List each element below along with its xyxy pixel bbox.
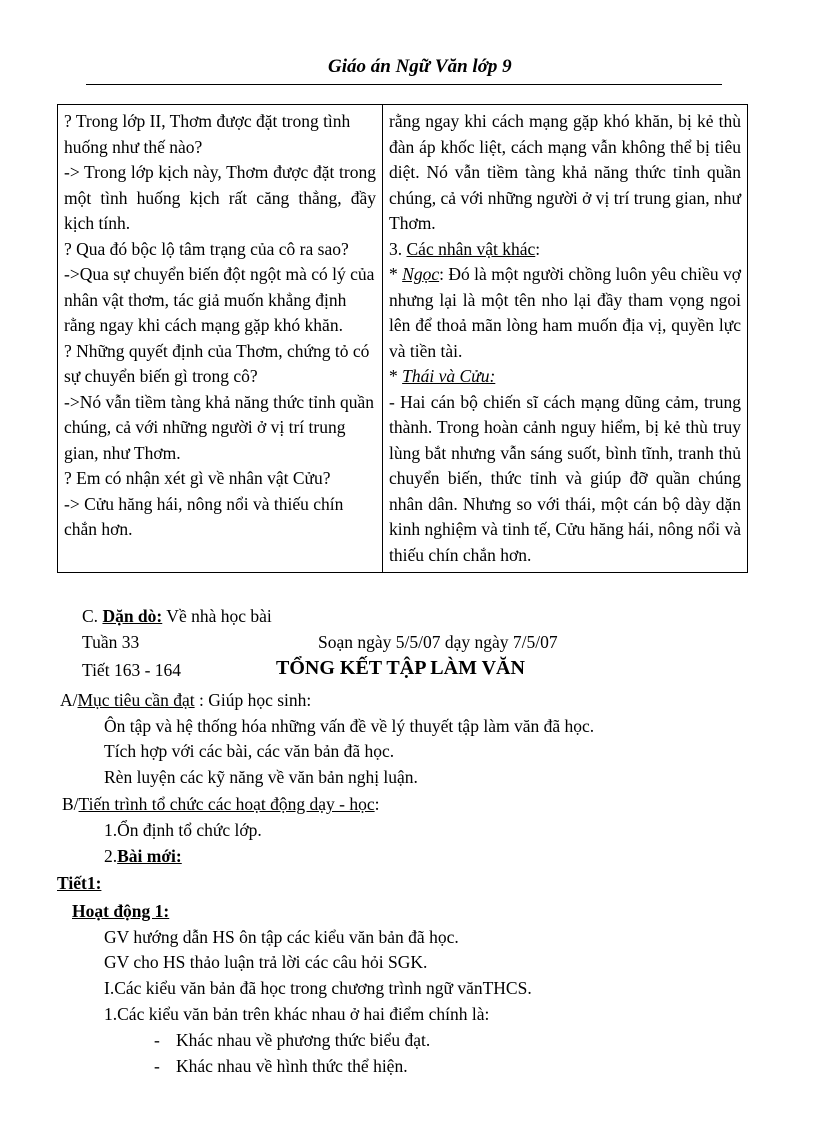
thai-paragraph: - Hai cán bộ chiến sĩ cách mạng dũng cảm, trung thành. Trong hoàn cảnh nguy hiểm, bị kẻ thù truy lùng bắt nhưng vẫn sáng suốt, bình tĩnh, tranh thủ chuyển biến, thức tỉnh và giúp đỡ quần chúng nhân dân. Nhưng so với thái, một cán bộ dày dặn kinh nghiệm và tinh tế, Cửu hăng hái, nông nổi và thiếu chín chắn hơn. xyxy=(389,391,741,565)
section-c-text: Về nhà học bài xyxy=(162,606,272,626)
lesson-title: TỔNG KẾT TẬP LÀM VĂN xyxy=(276,657,525,679)
section-a-label: Mục tiêu cần đạt xyxy=(77,690,195,710)
section-b-colon: : xyxy=(374,794,380,814)
bullet-text-1: Khác nhau về phương thức biểu đạt. xyxy=(176,1030,431,1050)
thai-heading xyxy=(389,364,741,390)
step-2-number: 2. xyxy=(104,846,118,866)
question-4: ? Em có nhận xét gì về nhân vật Cửu? xyxy=(64,468,331,488)
objective-3: Rèn luyện các kỹ năng về văn bản nghị luận. xyxy=(104,767,418,787)
thai-star: * xyxy=(389,366,403,386)
step-2-label: Bài mới: xyxy=(117,846,182,866)
ngoc-star: * xyxy=(389,264,403,284)
teacher-step-2: GV cho HS thảo luận trả lời các câu hỏi SGK. xyxy=(104,952,428,972)
section-a-prefix: A/ xyxy=(60,690,78,710)
bullet-item-1 xyxy=(154,1030,430,1051)
page-header: Giáo án Ngữ Văn lớp 9 xyxy=(328,56,512,77)
question-2: ? Qua đó bộc lộ tâm trạng của cô ra sao? xyxy=(64,238,349,259)
lesson-dates: Soạn ngày 5/5/07 dạy ngày 7/5/07 xyxy=(318,632,558,652)
ngoc-text: : Đó là một người chồng luôn yêu chiều vợ nhưng lại là một tên nho lại đầy tham vọng ngoi lên để thoả mãn lòng ham muốn địa vị, quyền lực và tiền tài. xyxy=(389,264,741,361)
ngoc-paragraph xyxy=(389,262,741,364)
bullet-dash-2: - xyxy=(154,1056,160,1076)
answer-3: ->Nó vẫn tiềm tàng khả năng thức tỉnh quần chúng, cả với những người ở vị trí trung gian, như Thơm. xyxy=(64,391,374,463)
section-b-label: Tiến trình tổ chức các hoạt động dạy - học xyxy=(78,794,375,814)
tiet-1-heading: Tiết1: xyxy=(57,873,102,893)
question-1: ? Trong lớp II, Thơm được đặt trong tình huống như thế nào? xyxy=(64,111,351,157)
header-rule xyxy=(86,84,722,85)
roman-section-1: I.Các kiểu văn bản đã học trong chương trình ngữ vănTHCS. xyxy=(104,978,532,998)
answer-4: -> Cửu hăng hái, nông nổi và thiếu chín chắn hơn. xyxy=(64,493,344,539)
section-c-prefix: C. xyxy=(82,606,103,626)
week-label: Tuần 33 xyxy=(82,632,140,652)
teacher-step-1: GV hướng dẫn HS ôn tập các kiểu văn bản đã học. xyxy=(104,927,459,947)
answer-1: -> Trong lớp kịch này, Thơm được đặt trong một tình huống kịch rất căng thẳng, đầy kịch tính. xyxy=(64,162,376,233)
section-a-text: : Giúp học sinh: xyxy=(194,690,312,710)
section-b-prefix: B/ xyxy=(62,794,79,814)
section-3-heading xyxy=(389,237,741,263)
section-c xyxy=(82,606,272,627)
step-2 xyxy=(104,846,182,867)
bullet-item-2 xyxy=(154,1056,408,1077)
section-b-heading xyxy=(62,794,379,815)
section-a-heading xyxy=(60,690,311,711)
answers-column xyxy=(383,105,748,573)
answer-2: ->Qua sự chuyển biến đột ngột mà có lý của nhân vật thơm, tác giả muốn khẳng định rằng ngay khi cách mạng gặp khó khăn. xyxy=(64,264,375,335)
section-c-label: Dặn dò: xyxy=(102,606,163,626)
questions-column xyxy=(58,105,383,573)
bullet-text-2: Khác nhau về hình thức thể hiện. xyxy=(176,1056,408,1076)
section-3-number: 3. xyxy=(389,238,407,259)
section-3-title: Các nhân vật khác xyxy=(406,238,536,259)
point-1: 1.Các kiểu văn bản trên khác nhau ở hai điểm chính là: xyxy=(104,1004,490,1024)
objective-2: Tích hợp với các bài, các văn bản đã học. xyxy=(104,741,395,761)
thai-name: Thái và Cửu: xyxy=(402,366,496,386)
qa-table xyxy=(57,104,748,573)
step-1: 1.Ổn định tổ chức lớp. xyxy=(104,820,262,840)
answer-continuation: rằng ngay khi cách mạng gặp khó khăn, bị kẻ thù đàn áp khốc liệt, cách mạng vẫn không thể bị tiêu diệt. Nó vẫn tiềm tàng khả năng thức tỉnh quần chúng, cả với những người ở vị trí trung gian, như Thơm. xyxy=(389,111,741,233)
section-3-colon: : xyxy=(535,238,541,259)
period-label: Tiết 163 - 164 xyxy=(82,660,182,680)
objective-1: Ôn tập và hệ thống hóa những vấn đề về lý thuyết tập làm văn đã học. xyxy=(104,716,595,736)
activity-1-heading: Hoạt động 1: xyxy=(72,901,170,921)
bullet-dash-1: - xyxy=(154,1030,160,1050)
ngoc-name: Ngọc xyxy=(402,264,440,284)
question-3: ? Những quyết định của Thơm, chứng tỏ có sự chuyển biến gì trong cô? xyxy=(64,340,370,386)
